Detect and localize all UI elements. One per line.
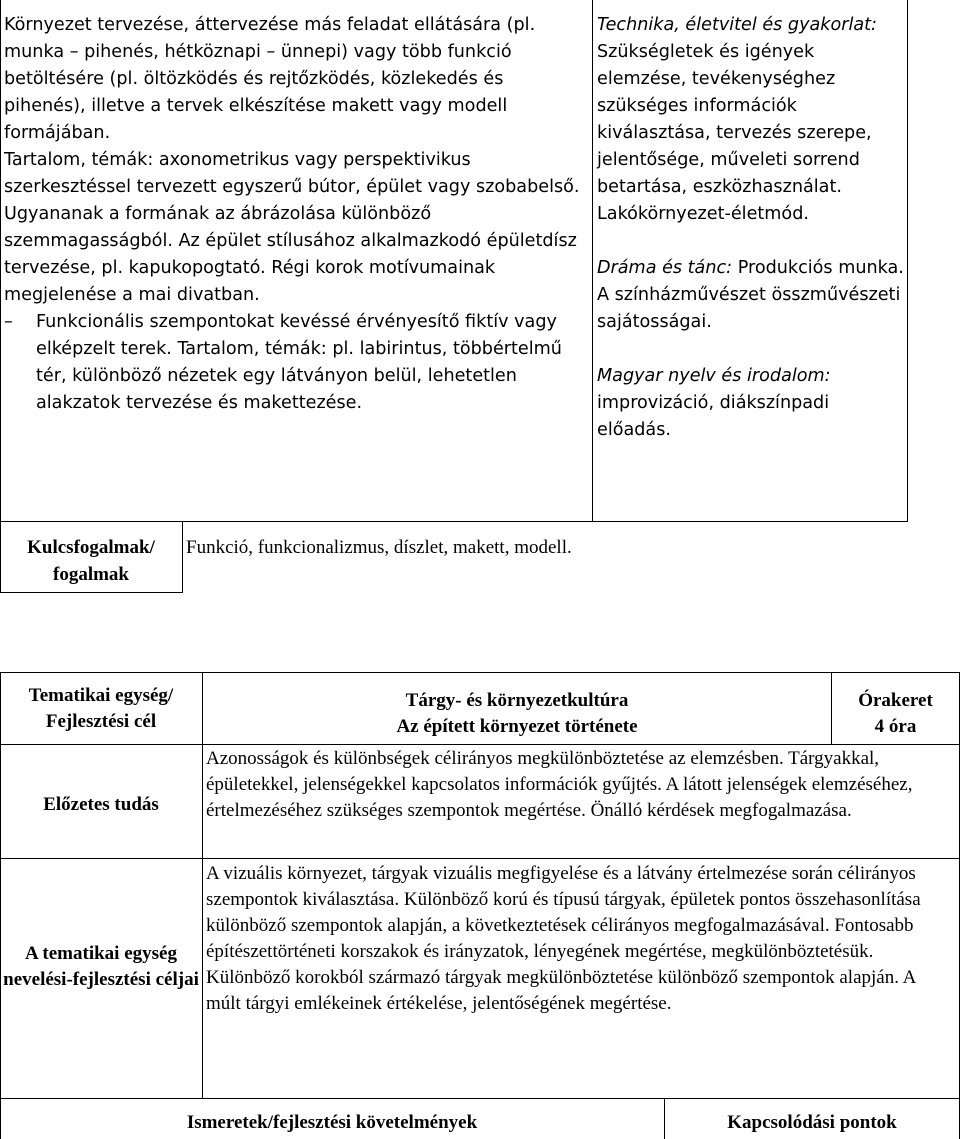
dash-bullet: – <box>4 312 13 332</box>
connection-text: improvizáció, diákszínpadi előadás. <box>597 393 830 440</box>
border-bottom <box>0 521 908 522</box>
hours-cell <box>832 688 959 740</box>
connection-text: Produkciós munka. A színházművészet összművészeti sajátosságai. <box>597 258 904 332</box>
paragraph-topics: Tartalom, témák: axonometrikus vagy perspektivikus szerkesztéssel tervezett egyszerű bútor, épület vagy szobabelső. Ugyananak a formának az ábrázolása különböző szemmagasságból. Az épület stílusához alkalmazkodó épületdísz tervezése, pl. kapukopogtató. Régi korok motívumainak megjelenése a mai divatban. <box>4 150 580 305</box>
requirements-header: Ismeretek/fejlesztési követelmények <box>186 1112 478 1133</box>
unit-title-line2: Az épített környezet története <box>396 716 638 737</box>
row-divider-goals <box>0 1098 959 1099</box>
connection-drama <box>597 255 907 336</box>
border-right <box>907 0 908 522</box>
unit-header-label: Tematikai egység/ Fejlesztési cél <box>28 685 174 732</box>
unit-title <box>203 688 831 740</box>
border-left <box>0 0 1 522</box>
table-left-border <box>0 672 1 1139</box>
connections-header: Kapcsolódási pontok <box>727 1112 897 1133</box>
row-divider-header <box>0 744 959 745</box>
connection-subject: Magyar nyelv és irodalom: <box>597 366 831 386</box>
connection-subject: Dráma és tánc: <box>597 258 733 278</box>
border-bottom <box>0 592 183 593</box>
border-middle <box>592 0 593 522</box>
paragraph-fictive-spaces: Funkcionális szempontokat kevéssé érvényesítő fiktív vagy elképzelt terek. Tartalom, témák: pl. labirintus, többértelmű tér, különböző nézetek egy látványon belül, lehetetlen alakzatok tervezése és makettezése. <box>36 312 562 413</box>
key-concepts-value: Funkció, funkcionalizmus, díszlet, makett, modell. <box>186 537 572 558</box>
connection-technika <box>597 12 907 228</box>
connection-magyar <box>597 363 907 444</box>
content-column <box>4 12 590 417</box>
table-top-border <box>0 672 959 673</box>
paragraph-redesign: Környezet tervezése, áttervezése más feladat ellátására (pl. munka – pihenés, hétköznapi – ünnepi) vagy több funkció betöltésére (pl. öltözködés és rejtőzködés, közlekedés és pihenés), illetve a tervek elkészítése makett vagy modell formájában. <box>4 15 536 143</box>
goals-label: A tematikai egység nevelési-fejlesztési céljai <box>3 943 199 990</box>
paragraph-fictive-wrap <box>4 309 590 417</box>
prior-knowledge-label: Előzetes tudás <box>43 794 159 815</box>
goals-text: A vizuális környezet, tárgyak vizuális megfigyelése és a látvány értelmezése során célirányos szempontok kiválasztása. Különböző korú és típusú tárgyak, épületek pontos összehasonlítása különböző szempontok alapján, a következtetések célirányos megfogalmazásával. Fontosabb építészettörténeti korszakok és irányzatok, lényegének megértése, megkülönböztetésük. Különböző korokból származó tárgyak megkülönböztetése különböző szempontok alapján. A múlt tárgyi emlékeinek értékelése, jelentőségének megértése. <box>206 863 921 1014</box>
unit-title-line1: Tárgy- és környezetkultúra <box>405 690 629 711</box>
connection-subject: Technika, életvitel és gyakorlat: <box>597 15 877 35</box>
border-middle <box>182 521 183 593</box>
key-concepts-label: Kulcsfogalmak/ fogalmak <box>27 537 155 585</box>
hours-label: Órakeret <box>858 690 933 711</box>
hours-value: 4 óra <box>874 716 917 737</box>
connection-text: Szükségletek és igények elemzése, tevékenységhez szükséges információk kiválasztása, tervezés szerepe, jelentősége, műveleti sorrend betartása, eszközhasználat. Lakókörnyezet-életmód. <box>597 42 872 224</box>
prior-knowledge-text: Azonosságok és különbségek célirányos megkülönböztetése az elemzésben. Tárgyakkal, épületekkel, jelenségekkel kapcsolatos információk gyűjtés. A látott jelenségek elemzéséhez, értelmezéséhez szükséges szempontok megértése. Önálló kérdések megfogalmazása. <box>206 748 913 821</box>
row-divider-prior <box>0 858 959 859</box>
connections-column <box>597 12 907 444</box>
